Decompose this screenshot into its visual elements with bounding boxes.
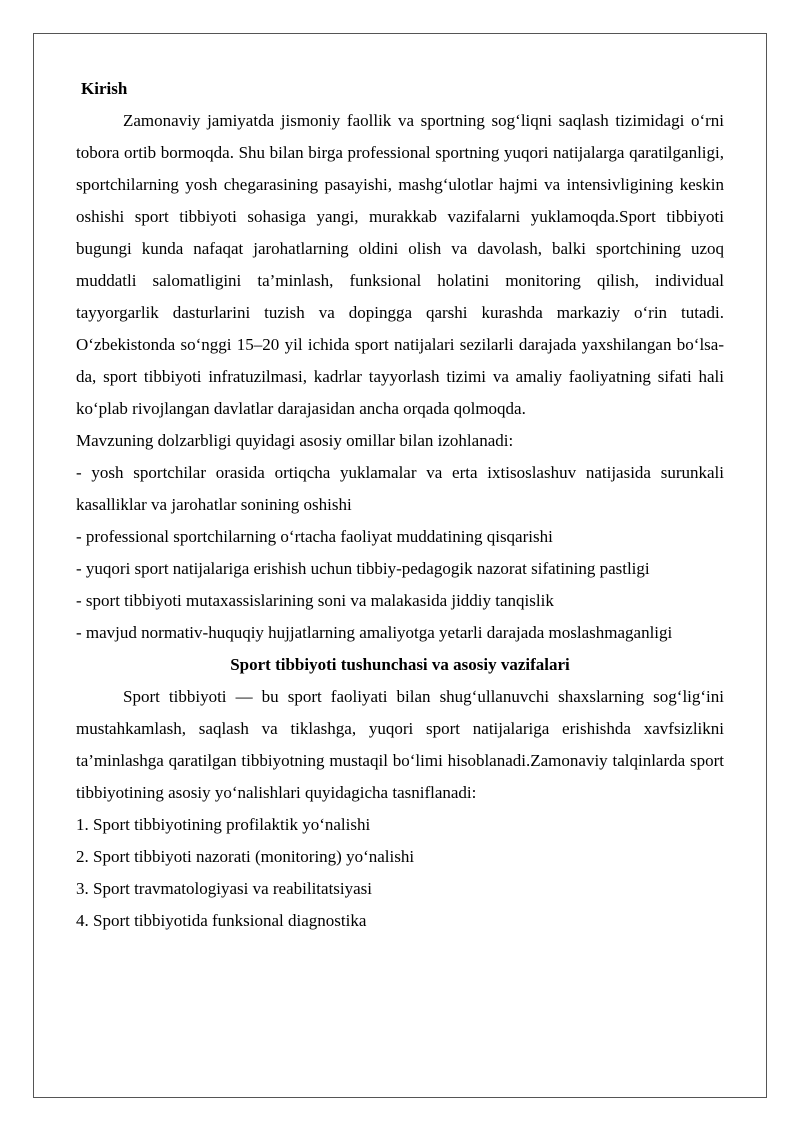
intro-paragraph: Zamonaviy jamiyatda jismoniy faollik va sportning sog‘liqni saqlash tizimidagi o‘rni tobora ortib bormoqda. Shu bilan birga professional sportning yuqori natijalarga qaratilganligi, sportchilarning yosh chegarasining pasayishi, mashg‘ulotlar hajmi va intensivligining keskin oshishi sport tibbiyoti sohasiga yangi, murakkab vazifalarni yuklamoqda.Sport tibbiyoti bugungi kunda nafaqat jarohatlarning oldini olish va davolash, balki sportchining uzoq muddatli salomatligini ta’minlash, funksional holatini monitoring qilish, individual tayyorgarlik dasturlarini tuzish va dopingga qarshi kurashda markaziy o‘rin tutadi. O‘zbekistonda so‘nggi 15–20 yil ichida sport natijalari sezilarli darajada yaxshilangan bo‘lsa-da, sport tibbiyoti infratuzilmasi, kadrlar tayyorlash tizimi va amaliy faoliyatning sifati hali ko‘plab rivojlangan davlatlar darajasidan ancha orqada qolmoqda. — [76, 111, 724, 418]
document-body — [76, 73, 724, 937]
heading-section: Sport tibbiyoti tushunchasi va asosiy vazifalari — [230, 655, 570, 674]
numbered-item: 2. Sport tibbiyoti nazorati (monitoring) yo‘nalishi — [76, 847, 415, 866]
numbered-item: 3. Sport travmatologiyasi va reabilitatsiyasi — [76, 879, 373, 898]
relevance-item: - yuqori sport natijalariga erishish uchun tibbiy-pedagogik nazorat sifatining pastligi — [76, 559, 650, 578]
relevance-item: - professional sportchilarning o‘rtacha faoliyat muddatining qisqarishi — [76, 527, 553, 546]
relevance-intro: Mavzuning dolzarbligi quyidagi asosiy omillar bilan izohlanadi: — [76, 431, 514, 450]
section-paragraph: Sport tibbiyoti — bu sport faoliyati bilan shug‘ullanuvchi shaxslarning sog‘lig‘ini mustahkamlash, saqlash va tiklashga, yuqori sport natijalariga erishishda xavfsizlikni ta’minlashga qaratilgan tibbiyotning mustaqil bo‘limi hisoblanadi.Zamonaviy talqinlarda sport tibbiyotining asosiy yo‘nalishlari quyidagicha tasniflanadi: — [76, 687, 724, 802]
heading-intro: Kirish — [81, 79, 128, 98]
relevance-item: - mavjud normativ-huquqiy hujjatlarning amaliyotga yetarli darajada moslashmaganligi — [76, 623, 673, 642]
numbered-item: 4. Sport tibbiyotida funksional diagnostika — [76, 911, 367, 930]
relevance-item: - sport tibbiyoti mutaxassislarining soni va malakasida jiddiy tanqislik — [76, 591, 554, 610]
numbered-item: 1. Sport tibbiyotining profilaktik yo‘nalishi — [76, 815, 371, 834]
relevance-item: - yosh sportchilar orasida ortiqcha yuklamalar va erta ixtisoslashuv natijasida surunkali kasalliklar va jarohatlar sonining oshishi — [76, 463, 724, 514]
